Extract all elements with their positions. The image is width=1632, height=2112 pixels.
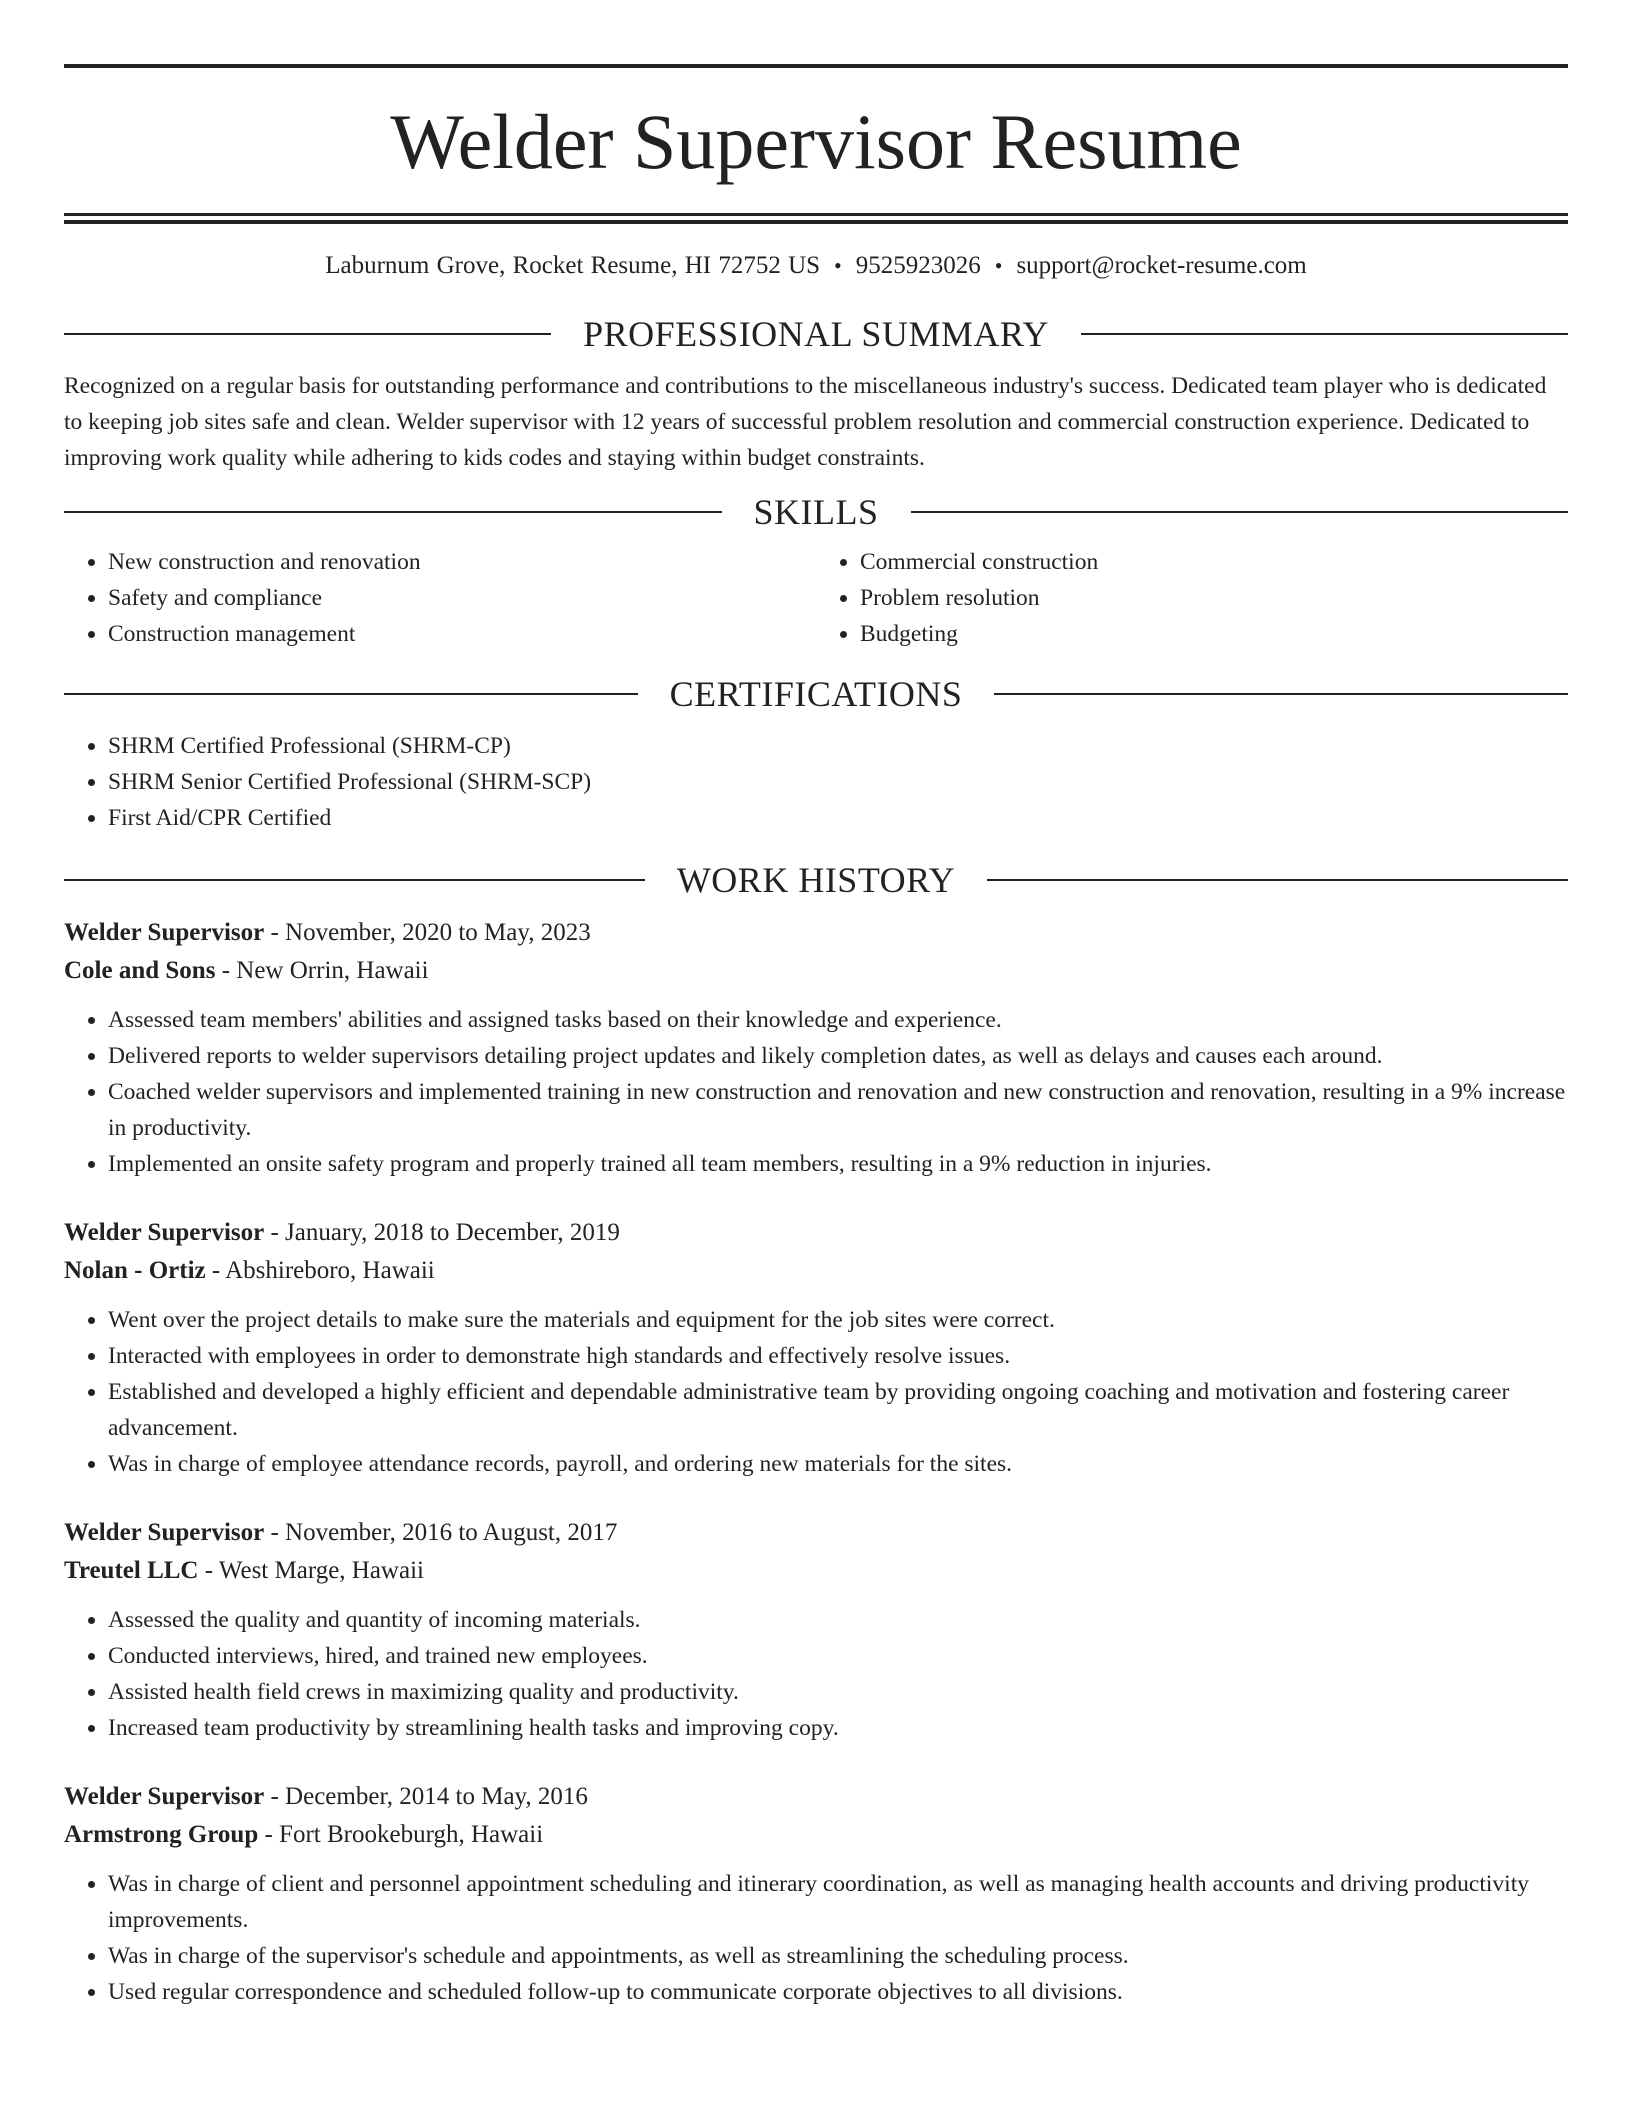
job-entry <box>64 1778 1568 2010</box>
contact-line <box>64 250 1568 282</box>
job-title: Welder Supervisor <box>64 1219 265 1246</box>
resume-title: Welder Supervisor Resume <box>390 98 1242 185</box>
heading-rule-left <box>64 693 638 695</box>
job-bullet: • Interacted with employees in order to demonstrate high standards and effectively resolve issues. <box>108 1338 1568 1374</box>
job-bullet: • Assessed team members' abilities and assigned tasks based on their knowledge and experience. <box>108 1002 1568 1038</box>
resume-page <box>64 64 1568 2010</box>
job-entry <box>64 1214 1568 1482</box>
skill-item: • Commercial construction <box>860 544 1568 580</box>
contact-separator: • <box>994 253 1003 278</box>
contact-separator: • <box>834 253 842 278</box>
job-title-line <box>64 1214 1568 1252</box>
job-bullet: • Established and developed a highly efficient and dependable administrative team by providing ongoing coaching and motivation and fostering career advancement. <box>108 1374 1568 1446</box>
job-bullet: • Delivered reports to welder supervisors detailing project updates and likely completion dates, as well as delays and causes each around. <box>108 1038 1568 1074</box>
job-company-line <box>64 1552 1568 1590</box>
job-bullet: • Was in charge of client and personnel appointment scheduling and itinerary coordination, as well as managing health accounts and driving productivity improvements. <box>108 1866 1568 1938</box>
skill-item: • New construction and renovation <box>108 544 816 580</box>
job-company: Treutel LLC <box>64 1557 199 1584</box>
job-bullet: • Was in charge of employee attendance records, payroll, and ordering new materials for the sites. <box>108 1446 1568 1482</box>
job-location: - New Orrin, Hawaii <box>215 957 429 984</box>
skills-column-right <box>816 544 1568 652</box>
job-bullet: • Was in charge of the supervisor's schedule and appointments, as well as streamlining the scheduling process. <box>108 1938 1568 1974</box>
job-title: Welder Supervisor <box>64 919 265 946</box>
job-location: - Fort Brookeburgh, Hawaii <box>258 1821 544 1848</box>
skills-list <box>64 544 1568 652</box>
job-dates: - January, 2018 to December, 2019 <box>264 1219 620 1246</box>
job-bullets <box>64 1602 1568 1746</box>
summary-text: Recognized on a regular basis for outstanding performance and contributions to the miscellaneous industry's success. Dedicated team player who is dedicated to keeping job sites safe and clean. Welder supervisor with 12 years of successful problem resolution and commercial construction experience. Dedicated to improving work quality while adhering to kids codes and staying within budget constraints. <box>64 373 1547 471</box>
skills-heading <box>64 490 1568 534</box>
skill-item: • Construction management <box>108 616 816 652</box>
job-bullets <box>64 1866 1568 2010</box>
certifications-heading <box>64 672 1568 716</box>
certification-item: • First Aid/CPR Certified <box>108 800 1568 836</box>
summary-heading-label: PROFESSIONAL SUMMARY <box>583 314 1049 354</box>
job-title: Welder Supervisor <box>64 1519 265 1546</box>
job-bullet: • Used regular correspondence and scheduled follow-up to communicate corporate objectives to all divisions. <box>108 1974 1568 2010</box>
skills-heading-label: SKILLS <box>753 492 879 532</box>
heading-rule-left <box>64 333 551 335</box>
heading-rule-right <box>987 879 1568 881</box>
work-history-heading-label: WORK HISTORY <box>676 860 956 900</box>
job-dates: - November, 2020 to May, 2023 <box>264 919 591 946</box>
job-location: - Abshireboro, Hawaii <box>205 1257 435 1284</box>
work-history-heading <box>64 858 1568 902</box>
job-company-line <box>64 1816 1568 1854</box>
job-bullets <box>64 1002 1568 1182</box>
title-double-rule <box>64 213 1568 224</box>
job-dates: - December, 2014 to May, 2016 <box>264 1783 588 1810</box>
job-bullets <box>64 1302 1568 1482</box>
heading-rule-right <box>1081 333 1568 335</box>
job-company: Cole and Sons <box>64 957 216 984</box>
job-location: - West Marge, Hawaii <box>198 1557 424 1584</box>
job-dates: - November, 2016 to August, 2017 <box>264 1519 618 1546</box>
certification-item: • SHRM Certified Professional (SHRM-CP) <box>108 728 1568 764</box>
skill-item: • Problem resolution <box>860 580 1568 616</box>
contact-email: support@rocket-resume.com <box>1016 252 1307 279</box>
top-rule <box>64 64 1568 68</box>
job-bullet: • Assisted health field crews in maximizing quality and productivity. <box>108 1674 1568 1710</box>
summary-heading <box>64 312 1568 356</box>
job-entry <box>64 1514 1568 1746</box>
job-bullet: • Coached welder supervisors and implemented training in new construction and renovation and new construction and renovation, resulting in a 9% increase in productivity. <box>108 1074 1568 1146</box>
job-company: Nolan - Ortiz <box>64 1257 206 1284</box>
job-title-line <box>64 1514 1568 1552</box>
job-bullet: • Assessed the quality and quantity of incoming materials. <box>108 1602 1568 1638</box>
job-bullet: • Went over the project details to make sure the materials and equipment for the job sites were correct. <box>108 1302 1568 1338</box>
job-company-line <box>64 952 1568 990</box>
skill-item: • Safety and compliance <box>108 580 816 616</box>
skills-column-left <box>64 544 816 652</box>
heading-rule-left <box>64 879 645 881</box>
certification-item: • SHRM Senior Certified Professional (SHRM-SCP) <box>108 764 1568 800</box>
heading-rule-right <box>911 511 1569 513</box>
skill-item: • Budgeting <box>860 616 1568 652</box>
certifications-heading-label: CERTIFICATIONS <box>669 674 963 714</box>
heading-rule-right <box>994 693 1568 695</box>
certifications-list <box>64 728 1568 836</box>
job-title-line <box>64 1778 1568 1816</box>
job-company-line <box>64 1252 1568 1290</box>
job-title-line <box>64 914 1568 952</box>
contact-address: Laburnum Grove, Rocket Resume, HI 72752 US <box>325 252 821 279</box>
heading-rule-left <box>64 511 722 513</box>
job-title: Welder Supervisor <box>64 1783 265 1810</box>
job-entry <box>64 914 1568 1182</box>
contact-phone: 9525923026 <box>855 252 981 279</box>
job-company: Armstrong Group <box>64 1821 259 1848</box>
job-bullet: • Implemented an onsite safety program and properly trained all team members, resulting in a 9% reduction in injuries. <box>108 1146 1568 1182</box>
job-bullet: • Conducted interviews, hired, and trained new employees. <box>108 1638 1568 1674</box>
job-bullet: • Increased team productivity by streamlining health tasks and improving copy. <box>108 1710 1568 1746</box>
